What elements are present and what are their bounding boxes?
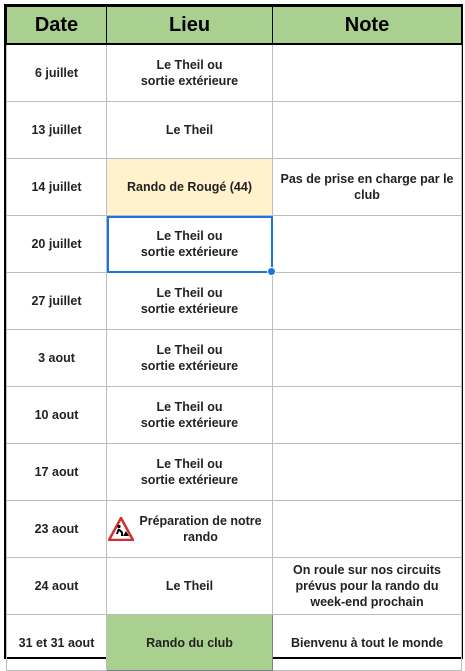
roadwork-warning-icon xyxy=(108,517,134,541)
schedule-sheet xyxy=(4,4,463,659)
note-cell[interactable] xyxy=(273,273,462,330)
lieu-cell[interactable] xyxy=(107,159,273,216)
lieu-cell-selected[interactable] xyxy=(107,216,273,273)
date-cell[interactable]: 17 aout xyxy=(7,444,107,501)
header-date[interactable]: Date xyxy=(7,7,107,45)
date-cell[interactable]: 14 juillet xyxy=(7,159,107,216)
lieu-cell[interactable] xyxy=(107,44,273,102)
lieu-cell[interactable] xyxy=(107,615,273,671)
fill-handle[interactable] xyxy=(267,267,276,276)
table-row xyxy=(7,615,462,671)
note-cell[interactable] xyxy=(273,387,462,444)
lieu-line: Rando de Rougé (44) xyxy=(126,180,252,194)
note-cell[interactable] xyxy=(273,216,462,273)
header-row xyxy=(7,7,462,45)
lieu-line: Le Theil ou xyxy=(156,400,223,414)
table-row xyxy=(7,501,462,558)
lieu-line: Le Theil ou xyxy=(156,343,223,357)
table-row xyxy=(7,444,462,501)
date-cell[interactable]: 10 aout xyxy=(7,387,107,444)
lieu-cell[interactable] xyxy=(107,330,273,387)
lieu-line: rando xyxy=(183,530,218,544)
table-row xyxy=(7,558,462,615)
lieu-line: Le Theil ou xyxy=(156,229,223,243)
note-cell[interactable]: Pas de prise en charge par le club xyxy=(273,159,462,216)
lieu-cell[interactable] xyxy=(107,387,273,444)
note-cell[interactable]: Bienvenu à tout le monde xyxy=(273,615,462,671)
schedule-table xyxy=(6,6,462,671)
date-cell[interactable]: 6 juillet xyxy=(7,44,107,102)
lieu-line: Le Theil ou xyxy=(156,457,223,471)
note-cell[interactable] xyxy=(273,102,462,159)
lieu-cell[interactable] xyxy=(107,273,273,330)
lieu-text xyxy=(113,513,266,545)
note-cell[interactable] xyxy=(273,444,462,501)
date-cell[interactable]: 31 et 31 aout xyxy=(7,615,107,671)
lieu-line: Préparation de notre xyxy=(139,514,262,528)
table-row xyxy=(7,387,462,444)
date-cell[interactable]: 24 aout xyxy=(7,558,107,615)
header-note[interactable]: Note xyxy=(273,7,462,45)
lieu-line: Rando du club xyxy=(146,635,233,650)
lieu-line: Le Theil xyxy=(165,579,214,593)
table-row xyxy=(7,216,462,273)
table-row xyxy=(7,159,462,216)
lieu-cell[interactable] xyxy=(107,102,273,159)
note-cell[interactable]: On roule sur nos circuits prévus pour la rando du week-end prochain xyxy=(273,558,462,615)
table-row xyxy=(7,102,462,159)
date-cell[interactable]: 13 juillet xyxy=(7,102,107,159)
table-row xyxy=(7,330,462,387)
note-cell[interactable] xyxy=(273,330,462,387)
lieu-line: sortie extérieure xyxy=(140,416,239,430)
note-cell[interactable] xyxy=(273,44,462,102)
date-cell[interactable]: 20 juillet xyxy=(7,216,107,273)
note-cell[interactable] xyxy=(273,501,462,558)
lieu-line: Le Theil ou xyxy=(156,286,223,300)
lieu-cell[interactable] xyxy=(107,558,273,615)
date-cell[interactable]: 27 juillet xyxy=(7,273,107,330)
lieu-cell[interactable] xyxy=(107,444,273,501)
lieu-line: Le Theil ou xyxy=(156,58,223,72)
table-row xyxy=(7,273,462,330)
table-row xyxy=(7,44,462,102)
lieu-line: sortie extérieure xyxy=(140,74,239,88)
lieu-line: Le Theil xyxy=(165,123,214,137)
date-cell[interactable]: 23 aout xyxy=(7,501,107,558)
lieu-line: sortie extérieure xyxy=(140,473,239,487)
lieu-line: sortie extérieure xyxy=(140,245,239,259)
header-lieu[interactable]: Lieu xyxy=(107,7,273,45)
date-cell[interactable]: 3 aout xyxy=(7,330,107,387)
lieu-cell[interactable] xyxy=(107,501,273,558)
lieu-line: sortie extérieure xyxy=(140,302,239,316)
lieu-line: sortie extérieure xyxy=(140,359,239,373)
